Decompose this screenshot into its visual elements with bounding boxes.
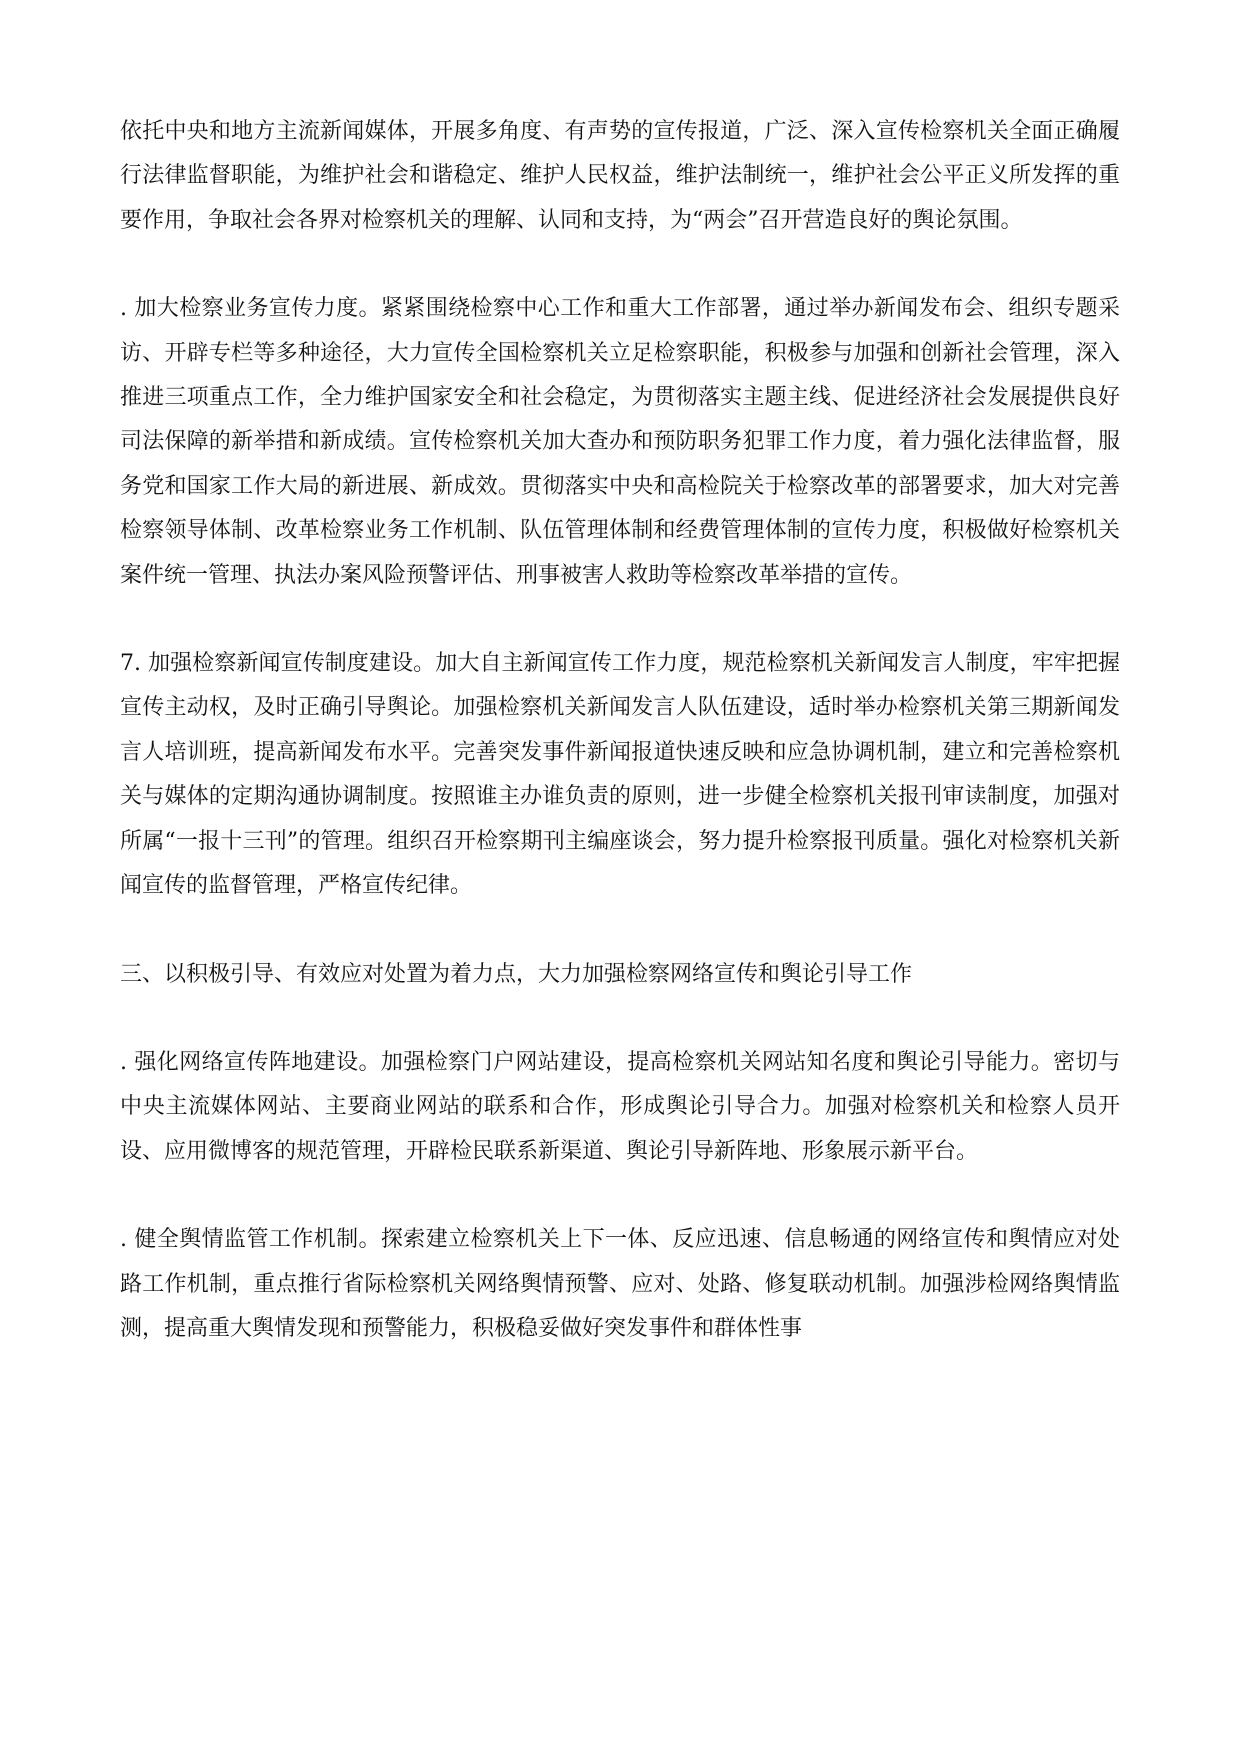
paragraph-sentiment-mechanism: . 健全舆情监管工作机制。探索建立检察机关上下一体、反应迅速、信息畅通的网络宣传和舆情应对处路工作机制，重点推行省际检察机关网络舆情预警、应对、处路、修复联动机制。加强涉检网络舆情监测，提高重大舆情发现和预警能力，积极稳妥做好突发事件和群体性事 [120, 1227, 1120, 1341]
paragraph-news-system: 7. 加强检察新闻宣传制度建设。加大自主新闻宣传工作力度，规范检察机关新闻发言人制度，牢牢把握宣传主动权，及时正确引导舆论。加强检察机关新闻发言人队伍建设，适时举办检察机关第三期新闻发言人培训班，提高新闻发布水平。完善突发事件新闻报道快速反映和应急协调机制，建立和完善检察机关与媒体的定期沟通协调制度。按照谁主办谁负责的原则，进一步健全检察机关报刊审读制度，加强对所属“一报十三刊”的管理。组织召开检察期刊主编座谈会，努力提升检察报刊质量。强化对检察机关新闻宣传的监督管理，严格宣传纪律。 [120, 651, 1120, 899]
paragraph-gap [120, 1174, 1120, 1218]
paragraph-gap [120, 243, 1120, 287]
paragraph-gap [120, 909, 1120, 953]
paragraph-procuratorial-publicity: . 加大检察业务宣传力度。紧紧围绕检察中心工作和重大工作部署，通过举办新闻发布会、组织专题采访、开辟专栏等多种途径，大力宣传全国检察机关立足检察职能，积极参与加强和创新社会管理，深入推进三项重点工作，全力维护国家安全和社会稳定，为贯彻落实主题主线、促进经济社会发展提供良好司法保障的新举措和新成绩。宣传检察机关加大查办和预防职务犯罪工作力度，着力强化法律监督，服务党和国家工作大局的新进展、新成效。贯彻落实中央和高检院关于检察改革的部署要求，加大对完善检察领导体制、改革检察业务工作机制、队伍管理体制和经费管理体制的宣传力度，积极做好检察机关案件统一管理、执法办案风险预警评估、刑事被害人救助等检察改革举措的宣传。 [120, 296, 1120, 588]
paragraph-gap [120, 997, 1120, 1041]
document-body [120, 110, 1120, 1351]
paragraph-gap [120, 598, 1120, 642]
paragraph-network-platform: . 强化网络宣传阵地建设。加强检察门户网站建设，提高检察机关网站知名度和舆论引导能力。密切与中央主流媒体网站、主要商业网站的联系和合作，形成舆论引导合力。加强对检察机关和检察人员开设、应用微博客的规范管理，开辟检民联系新渠道、舆论引导新阵地、形象展示新平台。 [120, 1049, 1120, 1164]
section-heading: 三、以积极引导、有效应对处置为着力点，大力加强检察网络宣传和舆论引导工作 [120, 961, 913, 987]
paragraph-media-coverage: 依托中央和地方主流新闻媒体，开展多角度、有声势的宣传报道，广泛、深入宣传检察机关全面正确履行法律监督职能，为维护社会和谐稳定、维护人民权益，维护法制统一，维护社会公平正义所发挥的重要作用，争取社会各界对检察机关的理解、认同和支持，为“两会”召开营造良好的舆论氛围。 [120, 119, 1120, 233]
